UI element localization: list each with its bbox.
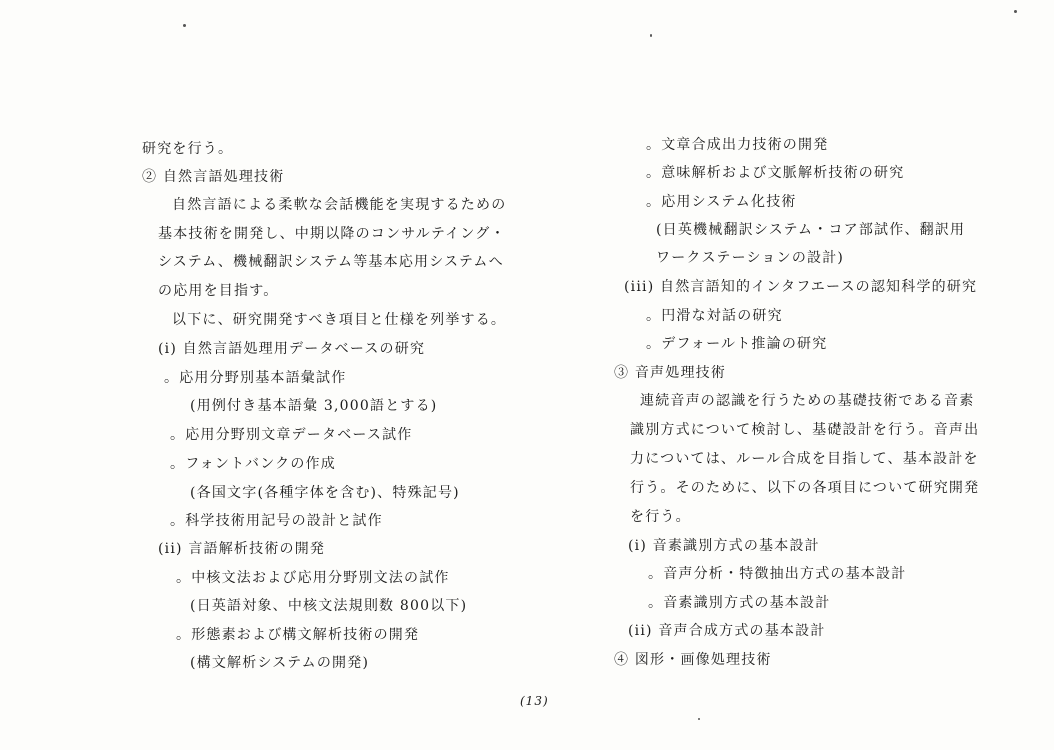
list-item: 。応用分野別基本語彙試作 — [164, 370, 347, 386]
list-item: 。応用分野別文章データベース試作 — [170, 427, 413, 443]
subsection-heading: (ii) 言語解析技術の開発 — [158, 541, 326, 557]
section-heading: ④ 図形・画像処理技術 — [614, 652, 772, 668]
list-item-note: (日英語対象、中核文法規則数 800以下) — [190, 598, 468, 614]
text-line: 行う。そのために、以下の各項目について研究開発 — [630, 480, 980, 496]
list-item: 。科学技術用記号の設計と試作 — [170, 513, 383, 529]
list-item-note: (構文解析システムの開発) — [190, 655, 370, 671]
text-line: 自然言語による柔軟な会話機能を実現するための — [172, 197, 507, 213]
list-item: 。デフォールト推論の研究 — [646, 336, 828, 352]
list-item: 。意味解析および文脈解析技術の研究 — [646, 165, 905, 181]
page-number: (13) — [520, 694, 549, 708]
section-heading: ③ 音声処理技術 — [614, 365, 727, 381]
list-item: 。文章合成出力技術の開発 — [646, 137, 829, 153]
text-line: システム、機械翻訳システム等基本応用システムへ — [158, 254, 504, 270]
list-item-note: ワークステーションの設計) — [656, 250, 845, 266]
subsection-heading: (ii) 音声合成方式の基本設計 — [628, 623, 826, 639]
text-line: 連続音声の認識を行うための基礎技術である音素 — [640, 393, 975, 409]
text-line: 研究を行う。 — [142, 141, 234, 157]
list-item: 。形態素および構文解析技術の開発 — [176, 627, 420, 643]
text-line: 以下に、研究開発すべき項目と仕様を列挙する。 — [172, 312, 507, 328]
list-item: 。フォントバンクの作成 — [170, 456, 336, 472]
subsection-heading: (i) 自然言語処理用データベースの研究 — [158, 341, 426, 357]
list-item-note: (日英機械翻訳システム・コア部試作、翻訳用 — [656, 222, 966, 238]
list-item-note: (各国文字(各種字体を含む)、特殊記号) — [190, 485, 460, 501]
scan-speck — [698, 718, 700, 720]
scan-speck — [183, 24, 186, 27]
text-line: 力については、ルール合成を目指して、基本設計を — [630, 451, 979, 467]
scan-speck — [650, 34, 652, 37]
list-item: 。応用システム化技術 — [646, 194, 797, 210]
section-heading: ② 自然言語処理技術 — [142, 169, 285, 185]
text-line: を行う。 — [630, 509, 691, 525]
list-item: 。円滑な対話の研究 — [646, 308, 783, 324]
text-line: 基本技術を開発し、中期以降のコンサルテイング・ — [158, 226, 506, 242]
text-line: 識別方式について検討し、基礎設計を行う。音声出 — [630, 422, 980, 438]
list-item: 。中核文法および応用分野別文法の試作 — [176, 570, 450, 586]
subsection-heading: (i) 音素識別方式の基本設計 — [628, 538, 820, 554]
subsection-heading: (iii) 自然言語知的インタフエースの認知科学的研究 — [624, 279, 978, 295]
list-item-note: (用例付き基本語彙 3,000語とする) — [190, 398, 438, 414]
list-item: 。音素識別方式の基本設計 — [648, 595, 831, 611]
scan-speck — [1014, 10, 1017, 13]
text-line: の応用を目指す。 — [158, 283, 279, 299]
list-item: 。音声分析・特徴抽出方式の基本設計 — [648, 566, 907, 582]
